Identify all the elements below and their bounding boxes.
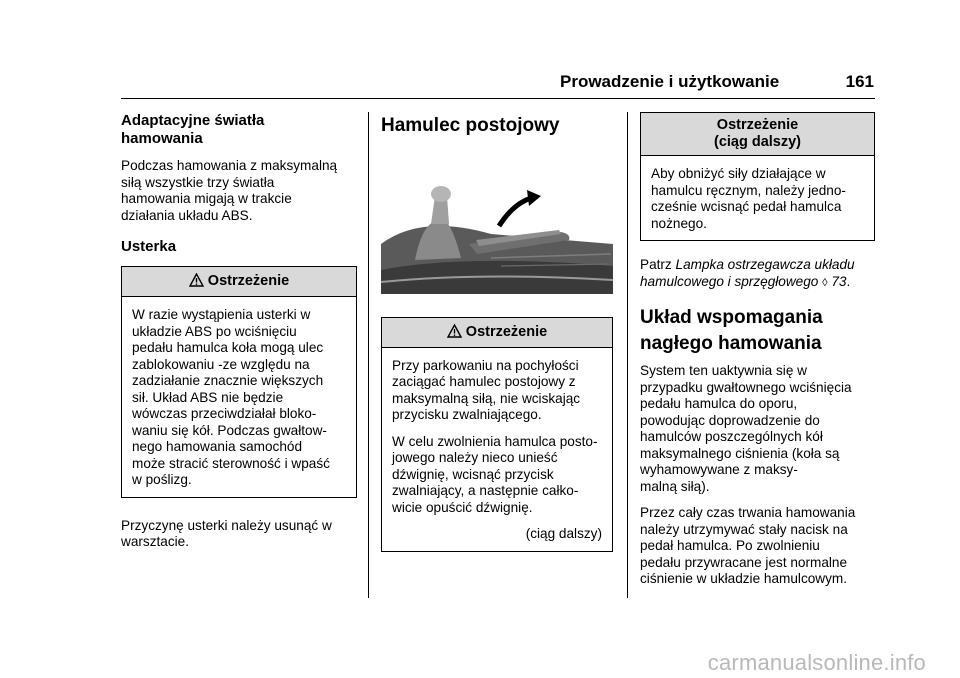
watermark: carmanualsonline.info xyxy=(707,650,926,675)
heading-parking-brake: Hamulec postojowy xyxy=(381,115,560,136)
warning-text: Aby obniżyć siły działające w hamulcu ręcznym, należy jedno- cześnie wcisnąć pedał hamulca nożnego. xyxy=(651,166,846,231)
page-ref-number[interactable]: 73 xyxy=(831,273,847,289)
warning-header xyxy=(382,318,612,348)
page-header xyxy=(560,72,874,92)
cross-reference: Patrz Lampka ostrzegawcza układu hamulcowego i sprzęgłowego ◊ 73. xyxy=(640,257,855,289)
warning-box-parking xyxy=(381,317,613,552)
warning-triangle-icon xyxy=(189,273,204,287)
warning-title: Ostrzeżenie xyxy=(207,273,290,289)
reference-link[interactable]: Lampka ostrzegawcza układu hamulcowego i sprzęgłowego xyxy=(640,257,855,289)
page-number: 161 xyxy=(845,72,874,91)
warning-triangle-icon xyxy=(447,324,462,338)
warning-header xyxy=(122,267,356,297)
continued-label: (ciąg dalszy) xyxy=(525,526,602,541)
warning-box-abs xyxy=(121,266,357,498)
heading-brake-assist: Układ wspomagania nagłego hamowania xyxy=(640,307,823,354)
warning-box-continued xyxy=(640,112,875,241)
parking-brake-illustration xyxy=(381,174,613,294)
warning-title: Ostrzeżenie xyxy=(716,117,799,133)
page-ref-icon: ◊ xyxy=(822,276,828,289)
column-2 xyxy=(381,112,613,564)
warning-header xyxy=(641,113,874,156)
column-divider-1 xyxy=(368,112,369,598)
paragraph-repair: Przyczynę usterki należy usunąć w warsztacie. xyxy=(121,517,332,549)
column-divider-2 xyxy=(627,112,628,598)
warning-continued-label: (ciąg dalszy) xyxy=(713,134,802,150)
warning-text: W razie wystąpienia usterki w układzie ABS po wciśnięciu pedału hamulca koła mogą ulec zablokowaniu -ze względu na zadziałanie znacznie większych sił. Układ ABS nie będzie wówczas przeciwdziałał bloko- waniu się kół. Podczas gwałtow- nego hamowania samochód może stracić sterowność i wpaść w poślizg. xyxy=(132,307,330,487)
paragraph-brake-assist-1: System ten uaktywnia się w przypadku gwałtownego wciśnięcia pedału hamulca do oporu, powodując doprowadzenie do hamulców poszczególnych kół maksymalnego ciśnienia (koła są wyhamowywane z maksy- malną siłą). xyxy=(640,363,852,494)
section-title: Prowadzenie i użytkowanie xyxy=(560,72,780,91)
paragraph-brake-lights: Podczas hamowania z maksymalną siłą wszystkie trzy światła hamowania migają w trakcie działania układu ABS. xyxy=(121,158,338,223)
heading-adaptive-brake-lights: Adaptacyjne światła hamowania xyxy=(121,112,265,147)
paragraph-brake-assist-2: Przez cały czas trwania hamowania należy utrzymywać stały nacisk na pedał hamulca. Po zwolnieniu pedału przywracane jest normalne ciśnienie w układzie hamulcowym. xyxy=(640,505,856,586)
warning-title: Ostrzeżenie xyxy=(465,323,548,340)
subheading-fault: Usterka xyxy=(121,238,177,255)
column-3 xyxy=(640,112,875,598)
header-rule xyxy=(121,98,875,99)
column-1 xyxy=(121,112,357,561)
warning-text: Przy parkowaniu na pochyłości zaciągać hamulec postojowy z maksymalną siłą, nie wciskając przycisku zwalniającego. W celu zwolnienia hamulca posto- jowego należy nieco unieść dźwignię, wcisnąć przycisk zwalniający, a następnie całko- wicie opuścić dźwignię. (ciąg dalszy) xyxy=(392,357,602,541)
